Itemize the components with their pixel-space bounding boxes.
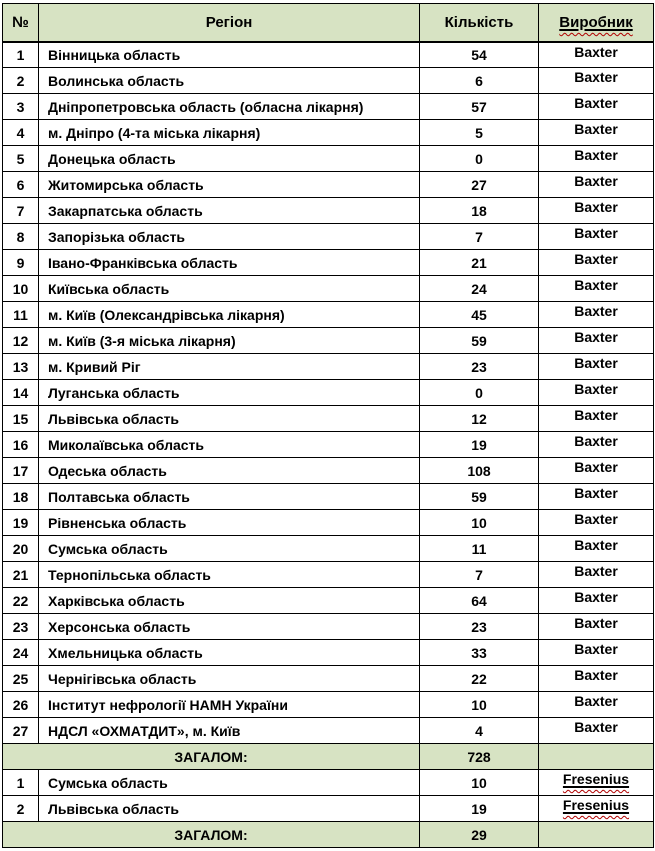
total-row bbox=[3, 744, 654, 770]
row-number-cell: 3 bbox=[3, 94, 39, 120]
table-row bbox=[3, 68, 654, 94]
row-number-cell: 9 bbox=[3, 250, 39, 276]
region-cell: Київська область bbox=[39, 276, 420, 302]
table-row bbox=[3, 354, 654, 380]
row-number-cell: 1 bbox=[3, 42, 39, 68]
quantity-cell: 23 bbox=[420, 354, 539, 380]
quantity-cell: 10 bbox=[420, 692, 539, 718]
manufacturer-cell: Baxter bbox=[539, 614, 654, 640]
table-row bbox=[3, 432, 654, 458]
table-body bbox=[3, 42, 654, 848]
region-cell: Донецька область bbox=[39, 146, 420, 172]
region-cell: Волинська область bbox=[39, 68, 420, 94]
row-number-cell: 26 bbox=[3, 692, 39, 718]
table-row bbox=[3, 120, 654, 146]
manufacturer-cell: Baxter bbox=[539, 432, 654, 458]
table-row bbox=[3, 146, 654, 172]
total-label-cell: ЗАГАЛОМ: bbox=[3, 744, 420, 770]
spellcheck-underline: Виробник bbox=[559, 13, 633, 31]
region-cell: Сумська область bbox=[39, 536, 420, 562]
manufacturer-cell: Baxter bbox=[539, 224, 654, 250]
quantity-cell: 19 bbox=[420, 796, 539, 822]
quantity-cell: 59 bbox=[420, 328, 539, 354]
region-cell: м. Кривий Ріг bbox=[39, 354, 420, 380]
row-number-cell: 21 bbox=[3, 562, 39, 588]
table-row bbox=[3, 172, 654, 198]
row-number-cell: 25 bbox=[3, 666, 39, 692]
region-cell: Житомирська область bbox=[39, 172, 420, 198]
region-cell: Інститут нефрології НАМН України bbox=[39, 692, 420, 718]
quantity-cell: 0 bbox=[420, 146, 539, 172]
row-number-cell: 24 bbox=[3, 640, 39, 666]
table-row bbox=[3, 458, 654, 484]
manufacturer-cell: Baxter bbox=[539, 354, 654, 380]
table-row bbox=[3, 510, 654, 536]
region-cell: Івано-Франківська область bbox=[39, 250, 420, 276]
manufacturer-cell: Baxter bbox=[539, 588, 654, 614]
region-cell: Дніпропетровська область (обласна лікарня) bbox=[39, 94, 420, 120]
table-row bbox=[3, 588, 654, 614]
quantity-cell: 108 bbox=[420, 458, 539, 484]
quantity-cell: 21 bbox=[420, 250, 539, 276]
manufacturer-cell: Baxter bbox=[539, 406, 654, 432]
quantity-cell: 45 bbox=[420, 302, 539, 328]
region-cell: Сумська область bbox=[39, 770, 420, 796]
row-number-cell: 20 bbox=[3, 536, 39, 562]
region-cell: Закарпатська область bbox=[39, 198, 420, 224]
table-row bbox=[3, 94, 654, 120]
table-row bbox=[3, 380, 654, 406]
manufacturer-cell: Baxter bbox=[539, 42, 654, 68]
manufacturer-cell: Baxter bbox=[539, 68, 654, 94]
table-row bbox=[3, 224, 654, 250]
table-row bbox=[3, 562, 654, 588]
region-cell: Львівська область bbox=[39, 796, 420, 822]
manufacturer-cell: Baxter bbox=[539, 94, 654, 120]
manufacturer-label bbox=[563, 771, 629, 787]
header-qty: Кількість bbox=[420, 4, 539, 42]
region-cell: НДСЛ «ОХМАТДИТ», м. Київ bbox=[39, 718, 420, 744]
manufacturer-cell: Baxter bbox=[539, 328, 654, 354]
region-cell: Запорізька область bbox=[39, 224, 420, 250]
row-number-cell: 2 bbox=[3, 796, 39, 822]
region-cell: Львівська область bbox=[39, 406, 420, 432]
manufacturer-cell: Baxter bbox=[539, 146, 654, 172]
table-row bbox=[3, 666, 654, 692]
region-cell: м. Київ (3-я міська лікарня) bbox=[39, 328, 420, 354]
total-row bbox=[3, 822, 654, 848]
table-row bbox=[3, 640, 654, 666]
quantity-cell: 12 bbox=[420, 406, 539, 432]
table-row bbox=[3, 42, 654, 68]
region-cell: Хмельницька область bbox=[39, 640, 420, 666]
manufacturer-cell: Baxter bbox=[539, 692, 654, 718]
header-num: № bbox=[3, 4, 39, 42]
row-number-cell: 12 bbox=[3, 328, 39, 354]
manufacturer-cell: Baxter bbox=[539, 380, 654, 406]
row-number-cell: 18 bbox=[3, 484, 39, 510]
quantity-cell: 57 bbox=[420, 94, 539, 120]
region-cell: Тернопільська область bbox=[39, 562, 420, 588]
quantity-cell: 27 bbox=[420, 172, 539, 198]
dialyzers-by-region-table bbox=[2, 3, 654, 848]
quantity-cell: 10 bbox=[420, 510, 539, 536]
region-cell: Херсонська область bbox=[39, 614, 420, 640]
quantity-cell: 33 bbox=[420, 640, 539, 666]
quantity-cell: 18 bbox=[420, 198, 539, 224]
row-number-cell: 13 bbox=[3, 354, 39, 380]
total-manufacturer-cell bbox=[539, 822, 654, 848]
row-number-cell: 1 bbox=[3, 770, 39, 796]
row-number-cell: 15 bbox=[3, 406, 39, 432]
manufacturer-cell: Baxter bbox=[539, 302, 654, 328]
region-cell: Чернігівська область bbox=[39, 666, 420, 692]
region-cell: Миколаївська область bbox=[39, 432, 420, 458]
table-row bbox=[3, 276, 654, 302]
row-number-cell: 10 bbox=[3, 276, 39, 302]
header-row bbox=[3, 4, 654, 42]
header-maker-label bbox=[559, 14, 632, 31]
row-number-cell: 23 bbox=[3, 614, 39, 640]
manufacturer-cell: Baxter bbox=[539, 120, 654, 146]
region-cell: Одеська область bbox=[39, 458, 420, 484]
row-number-cell: 16 bbox=[3, 432, 39, 458]
manufacturer-cell: Baxter bbox=[539, 718, 654, 744]
manufacturer-cell: Baxter bbox=[539, 536, 654, 562]
table-row bbox=[3, 328, 654, 354]
quantity-cell: 10 bbox=[420, 770, 539, 796]
quantity-cell: 23 bbox=[420, 614, 539, 640]
row-number-cell: 19 bbox=[3, 510, 39, 536]
region-cell: Полтавська область bbox=[39, 484, 420, 510]
table-row bbox=[3, 692, 654, 718]
manufacturer-cell: Baxter bbox=[539, 640, 654, 666]
quantity-cell: 54 bbox=[420, 42, 539, 68]
quantity-cell: 4 bbox=[420, 718, 539, 744]
manufacturer-cell: Baxter bbox=[539, 484, 654, 510]
quantity-cell: 7 bbox=[420, 224, 539, 250]
row-number-cell: 4 bbox=[3, 120, 39, 146]
row-number-cell: 7 bbox=[3, 198, 39, 224]
total-quantity-cell: 728 bbox=[420, 744, 539, 770]
manufacturer-cell bbox=[539, 770, 654, 796]
row-number-cell: 22 bbox=[3, 588, 39, 614]
table-row bbox=[3, 250, 654, 276]
table-row bbox=[3, 770, 654, 796]
region-cell: Луганська область bbox=[39, 380, 420, 406]
table-row bbox=[3, 484, 654, 510]
header-maker bbox=[539, 4, 654, 42]
manufacturer-label bbox=[563, 797, 629, 813]
table-row bbox=[3, 406, 654, 432]
quantity-cell: 0 bbox=[420, 380, 539, 406]
manufacturer-cell: Baxter bbox=[539, 510, 654, 536]
manufacturer-cell bbox=[539, 796, 654, 822]
manufacturer-cell: Baxter bbox=[539, 458, 654, 484]
quantity-cell: 64 bbox=[420, 588, 539, 614]
row-number-cell: 27 bbox=[3, 718, 39, 744]
table-row bbox=[3, 718, 654, 744]
manufacturer-cell: Baxter bbox=[539, 276, 654, 302]
quantity-cell: 7 bbox=[420, 562, 539, 588]
total-manufacturer-cell bbox=[539, 744, 654, 770]
table-row bbox=[3, 614, 654, 640]
table-row bbox=[3, 302, 654, 328]
table-row bbox=[3, 198, 654, 224]
quantity-cell: 24 bbox=[420, 276, 539, 302]
quantity-cell: 22 bbox=[420, 666, 539, 692]
row-number-cell: 14 bbox=[3, 380, 39, 406]
region-cell: Харківська область bbox=[39, 588, 420, 614]
region-cell: Рівненська область bbox=[39, 510, 420, 536]
quantity-cell: 19 bbox=[420, 432, 539, 458]
total-quantity-cell: 29 bbox=[420, 822, 539, 848]
total-label-cell: ЗАГАЛОМ: bbox=[3, 822, 420, 848]
row-number-cell: 6 bbox=[3, 172, 39, 198]
manufacturer-cell: Baxter bbox=[539, 666, 654, 692]
row-number-cell: 2 bbox=[3, 68, 39, 94]
table-row bbox=[3, 796, 654, 822]
spellcheck-underline: Fresenius bbox=[562, 797, 630, 813]
quantity-cell: 6 bbox=[420, 68, 539, 94]
header-region: Регіон bbox=[39, 4, 420, 42]
spellcheck-underline: Fresenius bbox=[562, 771, 630, 787]
row-number-cell: 8 bbox=[3, 224, 39, 250]
region-cell: м. Дніпро (4-та міська лікарня) bbox=[39, 120, 420, 146]
quantity-cell: 11 bbox=[420, 536, 539, 562]
manufacturer-cell: Baxter bbox=[539, 250, 654, 276]
row-number-cell: 5 bbox=[3, 146, 39, 172]
table-row bbox=[3, 536, 654, 562]
quantity-cell: 5 bbox=[420, 120, 539, 146]
row-number-cell: 11 bbox=[3, 302, 39, 328]
quantity-cell: 59 bbox=[420, 484, 539, 510]
region-cell: м. Київ (Олександрівська лікарня) bbox=[39, 302, 420, 328]
manufacturer-cell: Baxter bbox=[539, 562, 654, 588]
region-cell: Вінницька область bbox=[39, 42, 420, 68]
manufacturer-cell: Baxter bbox=[539, 198, 654, 224]
row-number-cell: 17 bbox=[3, 458, 39, 484]
manufacturer-cell: Baxter bbox=[539, 172, 654, 198]
